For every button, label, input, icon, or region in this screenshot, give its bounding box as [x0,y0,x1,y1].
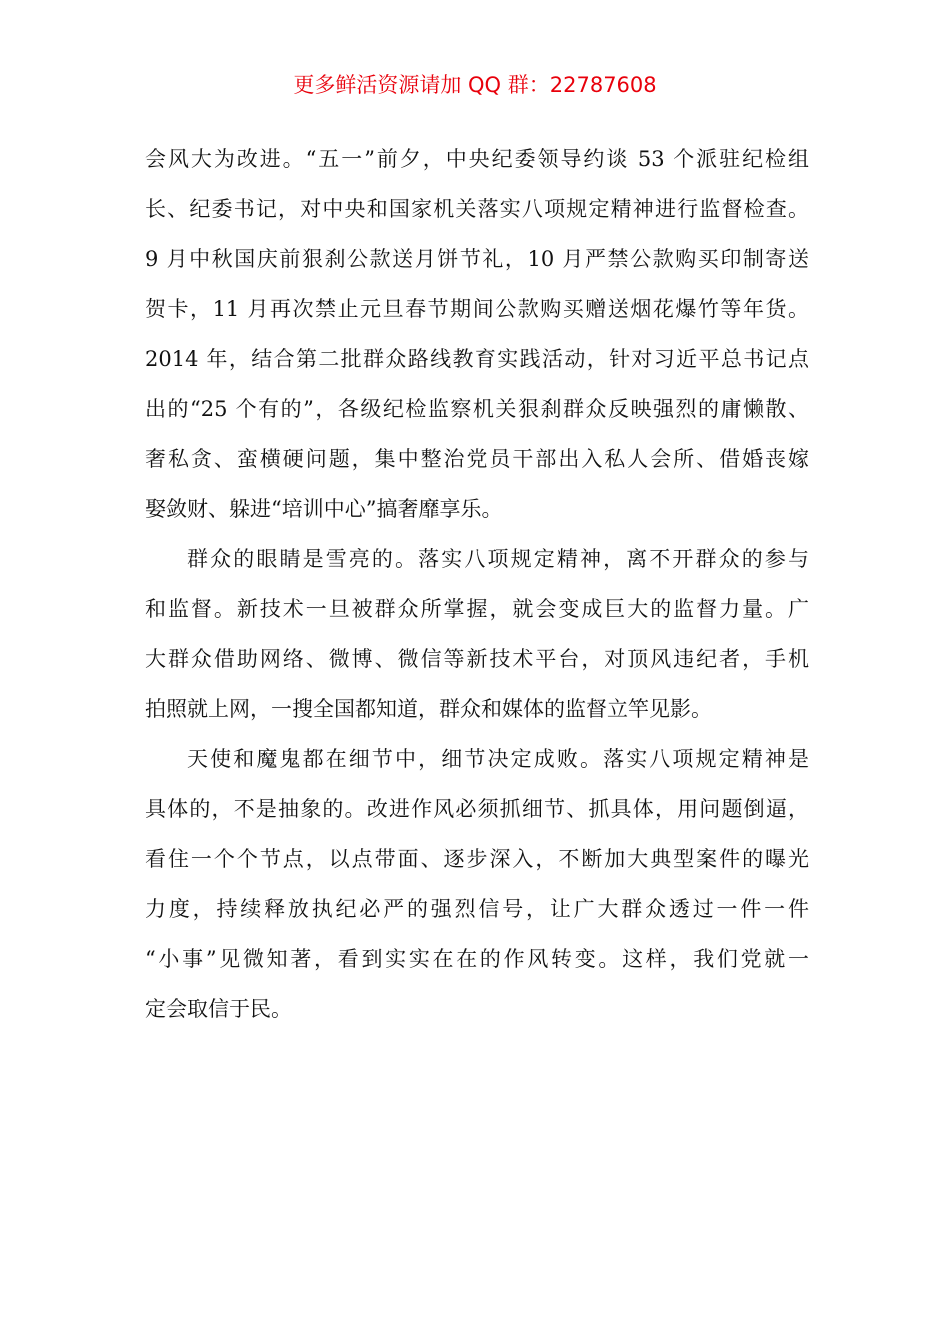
paragraph-line: 和监督。新技术一旦被群众所掌握，就会变成巨大的监督力量。广 [145,597,809,621]
paragraph-line: 力度，持续释放执纪必严的强烈信号，让广大群众透过一件一件 [145,897,809,921]
paragraph-line: 娶敛财、躲进“培训中心”搞奢靡享乐。 [145,497,503,521]
paragraph-line: 9 月中秋国庆前狠刹公款送月饼节礼，10 月严禁公款购买印制寄送 [145,247,809,271]
paragraph-line: 贺卡，11 月再次禁止元旦春节期间公款购买赠送烟花爆竹等年货。 [145,297,809,321]
paragraph-line: “小事”见微知著，看到实实在在的作风转变。这样，我们党就一 [145,947,809,971]
document-body [145,134,809,1034]
paragraph-line: 定会取信于民。 [145,997,292,1021]
paragraph-line: 出的“25 个有的”，各级纪检监察机关狠刹群众反映强烈的庸懒散、 [145,397,809,421]
paragraph-line: 拍照就上网，一搜全国都知道，群众和媒体的监督立竿见影。 [145,697,712,721]
paragraph-line: 天使和魔鬼都在细节中，细节决定成败。落实八项规定精神是 [187,747,809,771]
paragraph-line: 具体的，不是抽象的。改进作风必须抓细节、抓具体，用问题倒逼， [145,797,809,821]
paragraph-line: 大群众借助网络、微博、微信等新技术平台，对顶风违纪者，手机 [145,647,809,671]
paragraph-line: 群众的眼睛是雪亮的。落实八项规定精神，离不开群众的参与 [187,547,809,571]
paragraph-line: 看住一个个节点，以点带面、逐步深入，不断加大典型案件的曝光 [145,847,809,871]
paragraph-line: 奢私贪、蛮横硬问题，集中整治党员干部出入私人会所、借婚丧嫁 [145,447,809,471]
paragraph-line: 长、纪委书记，对中央和国家机关落实八项规定精神进行监督检查。 [145,197,809,221]
paragraph-line: 会风大为改进。“五一”前夕，中央纪委领导约谈 53 个派驻纪检组 [145,147,809,171]
paragraph-line: 2014 年，结合第二批群众路线教育实践活动，针对习近平总书记点 [145,347,809,371]
promo-header: 更多鲜活资源请加 QQ 群：22787608 [293,73,657,97]
